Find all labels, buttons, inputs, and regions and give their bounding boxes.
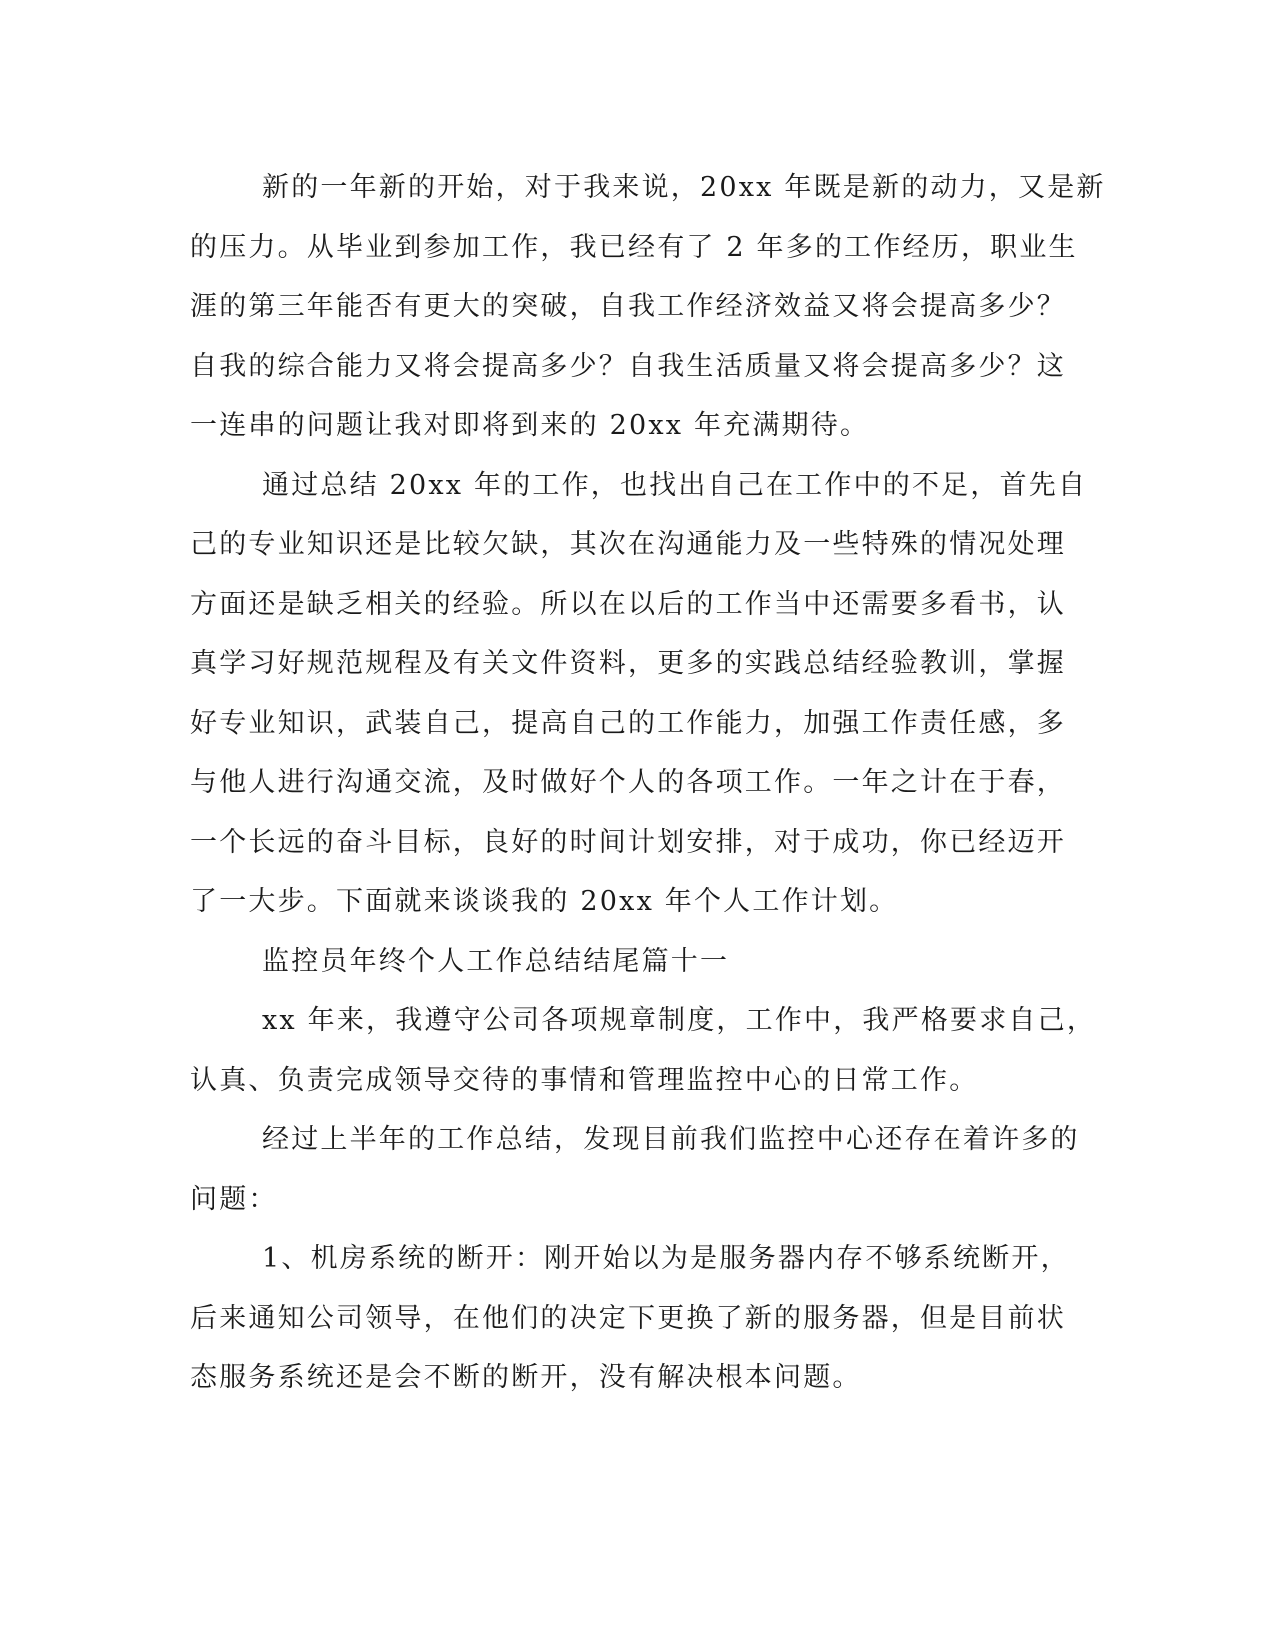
text-line: 好专业知识，武装自己，提高自己的工作能力，加强工作责任感，多 (190, 707, 1066, 739)
text-line: 了一大步。下面就来谈谈我的 20xx 年个人工作计划。 (190, 886, 899, 917)
text-line: 与他人进行沟通交流，及时做好个人的各项工作。一年之计在于春， (190, 767, 1066, 798)
document-body (190, 158, 1106, 1408)
text-line: 的压力。从毕业到参加工作，我已经有了 2 年多的工作经历，职业生 (190, 231, 1078, 263)
text-line: 态服务系统还是会不断的断开，没有解决根本问题。 (190, 1362, 862, 1393)
text-line: 监控员年终个人工作总结结尾篇十一 (262, 945, 730, 977)
text-line: 问题： (190, 1183, 278, 1215)
text-line: 方面还是缺乏相关的经验。所以在以后的工作当中还需要多看书，认 (190, 588, 1066, 620)
text-line: 自我的综合能力又将会提高多少？自我生活质量又将会提高多少？这 (190, 350, 1066, 382)
text-line: 涯的第三年能否有更大的突破，自我工作经济效益又将会提高多少？ (190, 291, 1066, 322)
text-line: 1、机房系统的断开：刚开始以为是服务器内存不够系统断开， (262, 1243, 1070, 1274)
text-line: 己的专业知识还是比较欠缺，其次在沟通能力及一些特殊的情况处理 (190, 529, 1066, 560)
text-line: 后来通知公司领导，在他们的决定下更换了新的服务器，但是目前状 (190, 1302, 1066, 1334)
text-line: 一连串的问题让我对即将到来的 20xx 年充满期待。 (190, 410, 870, 441)
text-line: 一个长远的奋斗目标，良好的时间计划安排，对于成功，你已经迈开 (190, 826, 1066, 858)
text-line: 新的一年新的开始，对于我来说，20xx 年既是新的动力，又是新 (262, 172, 1106, 203)
text-line: 经过上半年的工作总结，发现目前我们监控中心还存在着许多的 (262, 1124, 1080, 1155)
text-line: 通过总结 20xx 年的工作，也找出自己在工作中的不足，首先自 (262, 469, 1088, 501)
text-line: 认真、负责完成领导交待的事情和管理监控中心的日常工作。 (190, 1064, 979, 1096)
text-line: 真学习好规范规程及有关文件资料，更多的实践总结经验教训，掌握 (190, 648, 1066, 679)
text-line: xx 年来，我遵守公司各项规章制度，工作中，我严格要求自己， (262, 1005, 1097, 1036)
